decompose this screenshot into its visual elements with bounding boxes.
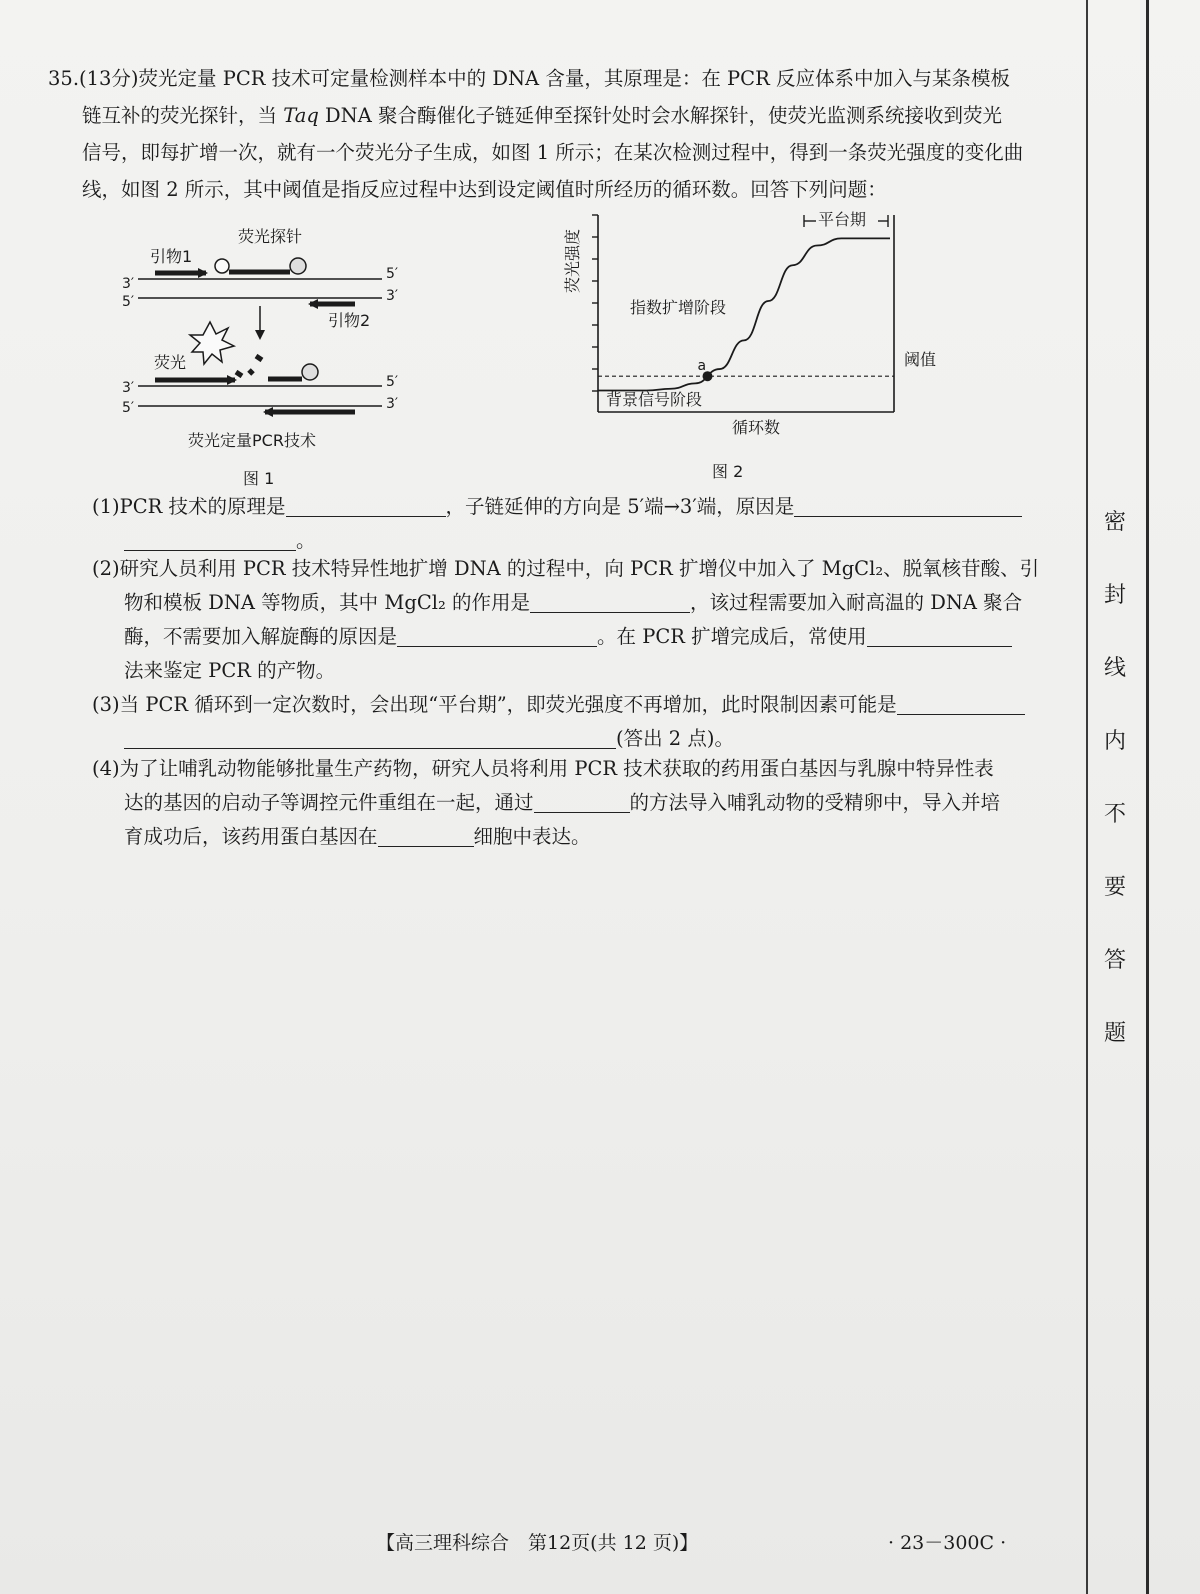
stem-text: 链互补的荧光探针，当 <box>82 104 278 127</box>
sub-line <box>92 820 1032 854</box>
footer-page-info: 【高三理科综合 第12页(共 12 页)】 <box>376 1532 699 1554</box>
sub-text: 的方法导入哺乳动物的受精卵中，导入并培 <box>629 791 1001 814</box>
stem-line <box>48 60 1028 97</box>
answer-blank[interactable] <box>378 824 474 847</box>
probe-fragment <box>236 372 242 376</box>
figure1-label: 图 1 <box>243 469 275 488</box>
background-phase-label: 背景信号阶段 <box>606 390 703 409</box>
seal-line-note <box>1090 505 1140 1089</box>
fluorescence-burst-icon <box>190 322 234 364</box>
subquestion-4 <box>92 752 1032 854</box>
sub-text: ，子链延伸的方向是 5′端→3′端，原因是 <box>445 495 795 518</box>
question-number: 35. <box>48 67 80 90</box>
x-axis-label: 循环数 <box>732 418 781 437</box>
footer-code: · 23－300C · <box>888 1532 1007 1554</box>
page-edge-line <box>1146 0 1149 1594</box>
binding-line <box>1086 0 1088 1594</box>
sub-text: (2)研究人员利用 PCR 技术特异性地扩增 DNA 的过程中，向 PCR 扩增仪中加入了 MgCl₂、脱氧核苷酸、引 <box>92 557 1040 580</box>
seal-char: 题 <box>1103 1021 1126 1046</box>
answer-blank[interactable] <box>530 590 690 613</box>
end-label: 3′ <box>122 276 135 292</box>
sub-text: (答出 2 点)。 <box>616 727 735 750</box>
stem-text: DNA 聚合酶催化子链延伸至探针处时会水解探针，使荧光监测系统接收到荧光 <box>325 104 1003 127</box>
sub-text: 达的基因的启动子等调控元件重组在一起，通过 <box>124 791 534 814</box>
end-label: 3′ <box>386 396 399 412</box>
plateau-label: 平台期 <box>818 210 867 229</box>
sub-text: 细胞中表达。 <box>473 825 591 848</box>
answer-blank[interactable] <box>867 624 1012 647</box>
sub-text: 。在 PCR 扩增完成后，常使用 <box>597 625 867 648</box>
probe-fragment <box>256 356 262 360</box>
answer-blank[interactable] <box>897 692 1025 715</box>
fluor-label: 荧光 <box>154 353 187 372</box>
sub-text: (3)当 PCR 循环到一定次数时，会出现“平台期”，即荧光强度不再增加，此时限制因素可能是 <box>92 693 897 716</box>
stem-line <box>48 171 1028 208</box>
answer-blank[interactable] <box>124 528 296 551</box>
seal-char: 答 <box>1103 948 1126 973</box>
figure-2 <box>560 205 980 495</box>
figure1-caption-text: 荧光定量PCR技术 <box>188 431 316 450</box>
y-axis-label: 荧光强度 <box>563 229 582 294</box>
threshold-label: 阈值 <box>904 350 937 369</box>
seal-char: 内 <box>1103 729 1126 754</box>
figure2-label: 图 2 <box>712 462 744 481</box>
sub-text: 酶，不需要加入解旋酶的原因是 <box>124 625 398 648</box>
sub-text: 法来鉴定 PCR 的产物。 <box>124 659 336 682</box>
sub-line <box>92 688 1032 722</box>
seal-char: 封 <box>1103 583 1126 608</box>
figure-1 <box>110 222 430 497</box>
end-label: 3′ <box>386 288 399 304</box>
end-label: 5′ <box>122 294 135 310</box>
subquestion-2 <box>92 552 1040 688</box>
sub-line <box>92 752 1032 786</box>
end-label: 3′ <box>122 380 135 396</box>
end-label: 5′ <box>122 400 135 416</box>
answer-blank[interactable] <box>124 726 616 749</box>
sub-line <box>92 722 1032 756</box>
subquestion-3 <box>92 688 1032 756</box>
sub-line <box>92 786 1032 820</box>
question-score: (13分) <box>79 67 139 90</box>
quencher-circle <box>290 258 306 274</box>
question-35-stem <box>48 60 1028 208</box>
primer2-label: 引物2 <box>328 311 371 330</box>
probe-fragment <box>249 370 253 374</box>
sub-text: ，该过程需要加入耐高温的 DNA 聚合 <box>690 591 1023 614</box>
sub-text: 育成功后，该药用蛋白基因在 <box>124 825 378 848</box>
quencher-circle-2 <box>302 364 318 380</box>
sub-text: 。 <box>296 529 316 552</box>
answer-blank[interactable] <box>534 790 630 813</box>
sub-text: (4)为了让哺乳动物能够批量生产药物，研究人员将利用 PCR 技术获取的药用蛋白基因与乳腺中特异性表 <box>92 757 994 780</box>
sub-line <box>92 586 1032 620</box>
stem-line <box>48 97 1028 134</box>
stem-text: 荧光定量 PCR 技术可定量检测样本中的 DNA 含量，其原理是：在 PCR 反应体系中加入与某条模板 <box>138 67 1010 90</box>
seal-char: 不 <box>1103 802 1126 827</box>
probe-label: 荧光探针 <box>238 227 303 246</box>
point-a-label: a <box>697 358 707 375</box>
stem-text: 线，如图 2 所示，其中阈值是指反应过程中达到设定阈值时所经历的循环数。回答下列问题： <box>82 178 887 201</box>
subquestion-1 <box>92 490 1032 558</box>
fluorophore-circle <box>215 259 229 273</box>
seal-char: 要 <box>1103 875 1126 900</box>
end-label: 5′ <box>386 374 399 390</box>
sub-line <box>92 552 1040 586</box>
end-label: 5′ <box>386 266 399 282</box>
sub-text: (1)PCR 技术的原理是 <box>92 495 286 518</box>
sub-line <box>92 490 1032 524</box>
stem-text: 信号，即每扩增一次，就有一个荧光分子生成，如图 1 所示；在某次检测过程中，得到一条荧光强度的变化曲 <box>82 141 1024 164</box>
seal-char: 密 <box>1103 510 1126 535</box>
answer-blank[interactable] <box>794 494 1022 517</box>
sub-line <box>92 620 1032 654</box>
answer-blank[interactable] <box>286 494 446 517</box>
sub-text: 物和模板 DNA 等物质，其中 MgCl₂ 的作用是 <box>124 591 530 614</box>
taq-italic: Taq <box>283 104 319 127</box>
answer-blank[interactable] <box>397 624 597 647</box>
sub-line <box>92 654 1032 688</box>
seal-char: 线 <box>1103 656 1126 681</box>
exp-phase-label: 指数扩增阶段 <box>630 298 727 317</box>
primer1-label: 引物1 <box>150 247 193 266</box>
stem-line <box>48 134 1028 171</box>
